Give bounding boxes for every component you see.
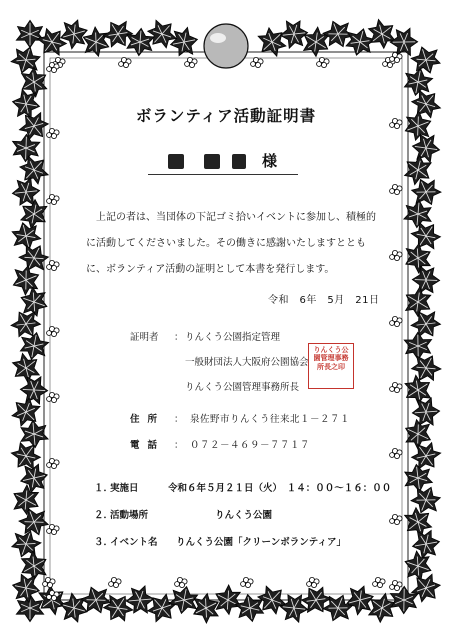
vine-leaf-icon — [12, 134, 40, 162]
vine-leaf-icon — [9, 43, 44, 78]
vine-leaf-icon — [16, 20, 44, 48]
vine-leaf-icon — [409, 43, 444, 78]
grape-icon — [47, 128, 60, 138]
grape-icon — [390, 52, 403, 62]
vine-leaf-icon — [279, 593, 309, 623]
tel-colon: ： — [174, 440, 184, 451]
vine-leaf-icon — [412, 266, 440, 294]
grape-icon — [47, 260, 60, 270]
grape-icon — [317, 57, 330, 67]
vine-leaf-icon — [253, 23, 292, 62]
vine-leaf-icon — [407, 217, 445, 255]
certifier-label: 証明者 — [130, 332, 159, 343]
item-1-label: 実施日 — [110, 483, 139, 494]
vine-leaf-icon — [407, 305, 445, 343]
grape-icon — [390, 250, 403, 260]
grape-icon — [390, 382, 403, 392]
grape-icon — [251, 57, 264, 67]
grape-icon — [307, 577, 320, 587]
address-label: 住所 — [130, 414, 166, 425]
vine-leaf-icon — [407, 349, 444, 386]
item-3-number: ３． — [94, 537, 114, 548]
redacted-block-1 — [168, 154, 184, 169]
certifier-line-1: りんくう公園指定管理 — [185, 332, 281, 343]
item-2-label: 活動場所 — [110, 510, 149, 521]
grape-icon — [47, 326, 60, 336]
grape-icon — [47, 524, 60, 534]
vine-leaf-icon — [16, 504, 52, 540]
issue-date: 令和 6年 5月 21日 — [268, 295, 380, 306]
grape-icon — [175, 577, 188, 587]
grape-icon — [390, 316, 403, 326]
vine-leaf-icon — [320, 590, 356, 626]
recipient-suffix: 様 — [262, 152, 278, 170]
certifier-line-2: 一般財団法人大阪府公園協会 — [185, 357, 309, 368]
grape-icon — [47, 194, 60, 204]
grape-icon — [47, 392, 60, 402]
item-1-number: １． — [94, 483, 114, 494]
redacted-block-3 — [232, 154, 246, 169]
seal-line-3: 所長之印 — [317, 361, 345, 371]
grape-icon — [390, 184, 403, 194]
redacted-block-2 — [204, 154, 220, 169]
address-colon: ： — [174, 414, 184, 425]
grape-icon — [390, 514, 403, 524]
grape-icon — [390, 580, 403, 590]
grape-icon — [241, 577, 254, 587]
grape-icon — [109, 577, 122, 587]
grape-icon — [47, 62, 60, 72]
tel-label: 電話 — [130, 440, 166, 451]
item-3-label: イベント名 — [110, 537, 158, 548]
certifier-line-3: りんくう公園管理事務所長 — [185, 382, 300, 393]
item-2-value: りんくう公園 — [215, 510, 273, 521]
vine-leaf-icon — [57, 591, 91, 625]
grape-icon — [47, 458, 60, 468]
address-value: 泉佐野市りんくう往来北１－２７１ — [190, 414, 351, 425]
certifier-colon: ： — [174, 332, 184, 343]
official-seal — [308, 343, 354, 389]
grape-icon — [119, 57, 132, 67]
certificate-body: 上記の者は、当団体の下記ゴミ拾いイベントに参加し、積極的に活動してくださいました。その働きに感謝いたしますとともに、ボランティア活動の証明として本書を発行します。 — [86, 212, 376, 275]
seal-line-2: 園管理事務 — [313, 353, 349, 363]
item-2-number: ２． — [94, 510, 114, 521]
grape-icon — [373, 577, 386, 587]
vine-leaf-icon — [16, 240, 53, 277]
item-1-value: 令和６年５月２１日（火） １４：００～１６：００ — [168, 483, 392, 494]
grape-icon — [185, 57, 198, 67]
tel-value: ０７２－４６９－７７１７ — [190, 440, 311, 451]
vine-leaf-icon — [168, 26, 200, 58]
vine-leaf-icon — [407, 437, 445, 475]
seal-line-1: りんくう公 — [313, 345, 349, 354]
vine-leaf-icon — [18, 462, 51, 495]
vine-leaf-icon — [10, 572, 43, 605]
recipient-underline — [148, 174, 298, 175]
certificate-title: ボランティア活動証明書 — [135, 107, 317, 125]
grape-icon — [390, 448, 403, 458]
item-3-value: りんくう公園「クリーンボランティア」 — [176, 537, 347, 548]
